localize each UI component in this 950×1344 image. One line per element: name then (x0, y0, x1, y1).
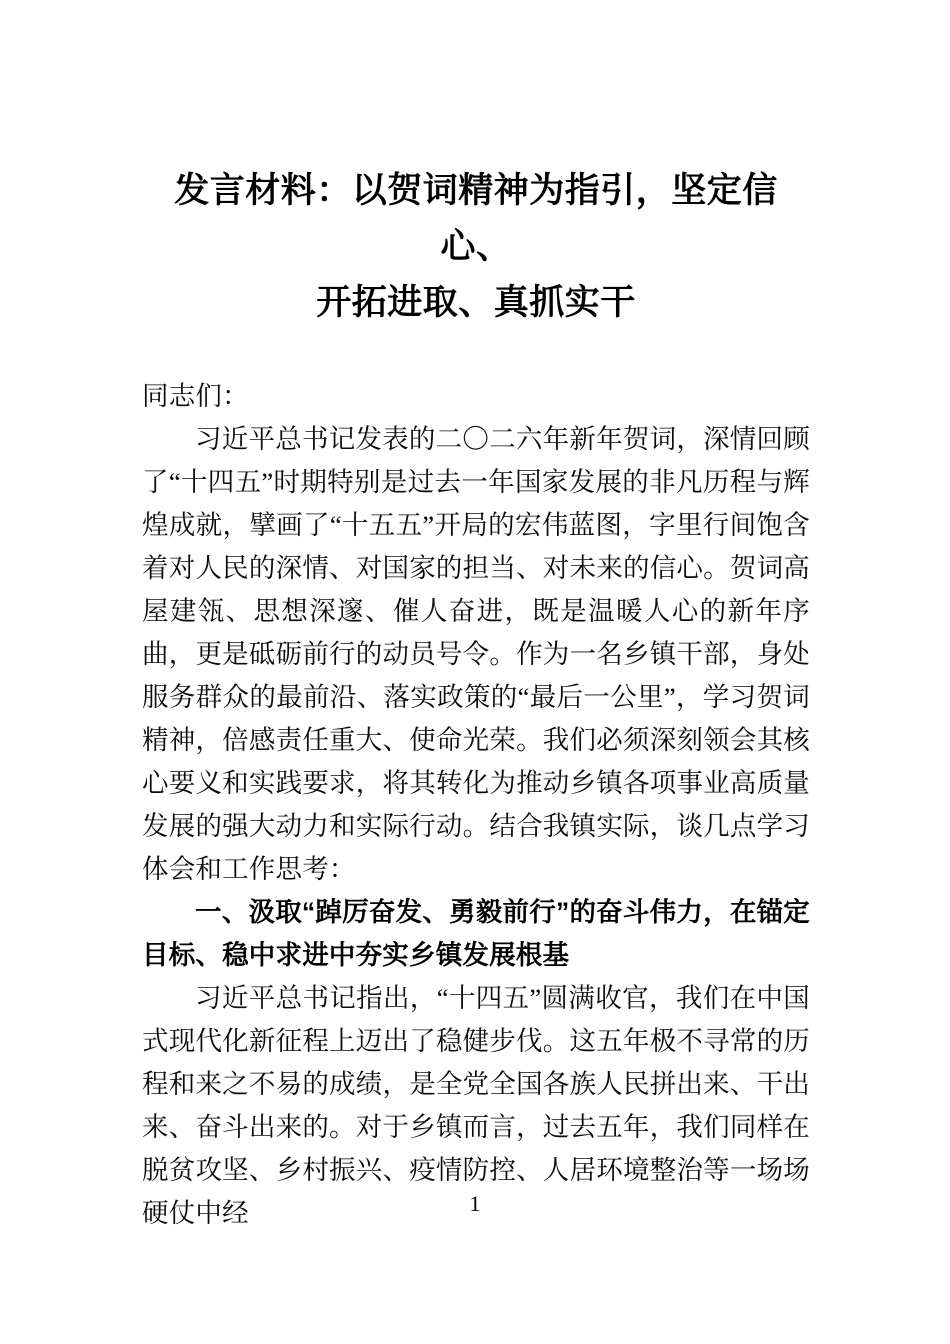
document-content (142, 0, 810, 1235)
salutation: 同志们： (142, 381, 249, 411)
intro-paragraph: 习近平总书记发表的二〇二六年新年贺词，深情回顾了“十四五”时期特别是过去一年国家发展的非凡历程与辉煌成就，擘画了“十五五”开局的宏伟蓝图，字里行间饱含着对人民的深情、对国家的担当、对未来的信心。贺词高屋建瓴、思想深邃、催人奋进，既是温暖人心的新年序曲，更是砥砺前行的动员号令。作为一名乡镇干部，身处服务群众的最前沿、落实政策的“最后一公里”，学习贺词精神，倍感责任重大、使命光荣。我们必须深刻领会其核心要义和实践要求，将其转化为推动乡镇各项事业高质量发展的强大动力和实际行动。结合我镇实际，谈几点学习体会和工作思考： (142, 424, 810, 884)
page-title (142, 0, 810, 331)
document-body (142, 375, 810, 1235)
page-number: 1 (469, 1191, 481, 1216)
title-line-1: 发言材料：以贺词精神为指引，坚定信心、 (174, 171, 778, 266)
section-1-paragraph-1: 习近平总书记指出，“十四五”圆满收官，我们在中国式现代化新征程上迈出了稳健步伐。这五年极不寻常的历程和来之不易的成绩，是全党全国各族人民拼出来、干出来、奋斗出来的。对于乡镇而言，过去五年，我们同样在脱贫攻坚、乡村振兴、疫情防控、人居环境整治等一场场硬仗中经 (142, 983, 810, 1228)
title-line-2: 开拓进取、真抓实干 (316, 283, 636, 322)
section-heading-1: 一、汲取“踔厉奋发、勇毅前行”的奋斗伟力，在锚定目标、稳中求进中夯实乡镇发展根基 (142, 897, 810, 970)
